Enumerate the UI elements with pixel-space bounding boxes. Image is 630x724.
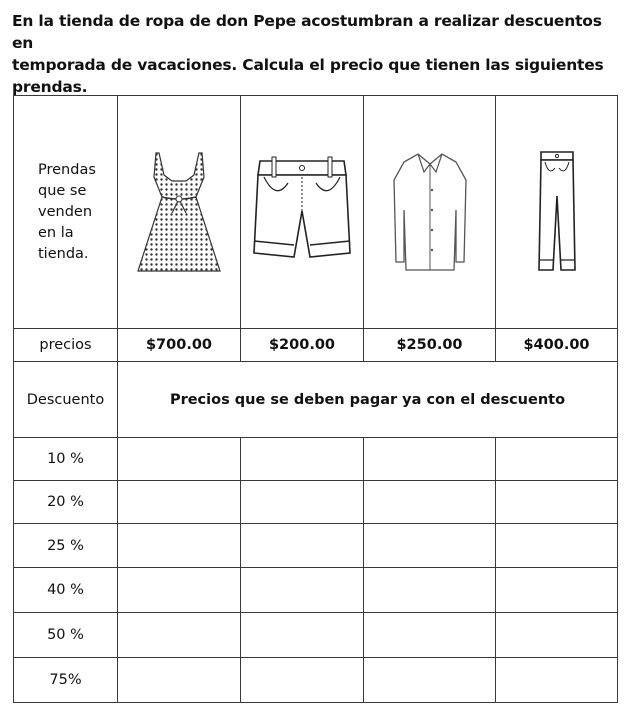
descuento-label: Descuento: [14, 362, 118, 438]
price-jeans: $400.00: [496, 329, 618, 362]
answer-cell[interactable]: [241, 438, 364, 481]
discount-row: [14, 524, 618, 568]
discount-label: 75%: [14, 658, 118, 703]
answer-cell[interactable]: [364, 658, 496, 703]
jeans-icon: [535, 148, 579, 276]
discount-label: 50 %: [14, 613, 118, 658]
answer-cell[interactable]: [118, 613, 241, 658]
discount-row: [14, 568, 618, 613]
dress-cell: [118, 96, 241, 329]
answer-cell[interactable]: [496, 524, 618, 568]
shirt-icon: [390, 150, 470, 274]
shorts-icon: [252, 153, 352, 271]
answer-cell[interactable]: [118, 438, 241, 481]
discount-label: 10 %: [14, 438, 118, 481]
prendas-label: Prendas que se venden en la tienda.: [14, 96, 118, 329]
answer-cell[interactable]: [496, 481, 618, 524]
discount-row: [14, 481, 618, 524]
instructions-line-2: temporada de vacaciones. Calcula el precio que tienen las siguientes prendas.: [12, 56, 604, 96]
price-dress: $700.00: [118, 329, 241, 362]
answer-cell[interactable]: [364, 568, 496, 613]
items-row: [14, 96, 618, 329]
answer-cell[interactable]: [496, 438, 618, 481]
descuento-title: Precios que se deben pagar ya con el descuento: [118, 362, 618, 438]
discount-row: [14, 438, 618, 481]
price-shorts: $200.00: [241, 329, 364, 362]
answer-cell[interactable]: [118, 658, 241, 703]
jeans-cell: [496, 96, 618, 329]
price-shirt: $250.00: [364, 329, 496, 362]
instructions-line-1: En la tienda de ropa de don Pepe acostumbran a realizar descuentos en: [12, 12, 602, 52]
answer-cell[interactable]: [241, 658, 364, 703]
answer-cell[interactable]: [496, 658, 618, 703]
discount-table: [13, 95, 618, 703]
precios-label: precios: [14, 329, 118, 362]
answer-cell[interactable]: [496, 613, 618, 658]
answer-cell[interactable]: [241, 613, 364, 658]
answer-cell[interactable]: [118, 568, 241, 613]
answer-cell[interactable]: [118, 481, 241, 524]
instructions: [12, 10, 622, 98]
answer-cell[interactable]: [364, 438, 496, 481]
dress-icon: [134, 147, 224, 277]
answer-cell[interactable]: [364, 524, 496, 568]
answer-cell[interactable]: [496, 568, 618, 613]
prices-row: [14, 329, 618, 362]
answer-cell[interactable]: [241, 524, 364, 568]
answer-cell[interactable]: [118, 524, 241, 568]
shirt-cell: [364, 96, 496, 329]
discount-label: 25 %: [14, 524, 118, 568]
descuento-header-row: [14, 362, 618, 438]
answer-cell[interactable]: [241, 568, 364, 613]
discount-row: [14, 613, 618, 658]
answer-cell[interactable]: [241, 481, 364, 524]
discount-row: [14, 658, 618, 703]
answer-cell[interactable]: [364, 481, 496, 524]
discount-label: 40 %: [14, 568, 118, 613]
discount-label: 20 %: [14, 481, 118, 524]
shorts-cell: [241, 96, 364, 329]
answer-cell[interactable]: [364, 613, 496, 658]
